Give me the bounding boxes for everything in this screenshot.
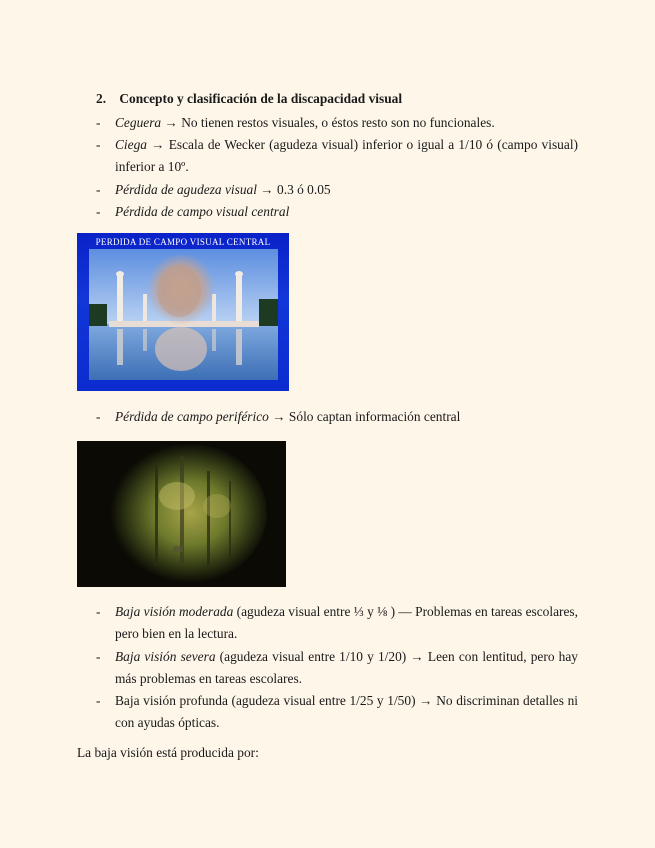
item-label: Pérdida de agudeza visual: [115, 182, 257, 197]
item-label: Ceguera: [115, 115, 162, 130]
item-label: Ciega: [115, 137, 147, 152]
list-item: [96, 601, 578, 645]
item-text: → No tienen restos visuales, o éstos resto son no funcionales.: [161, 115, 495, 130]
section-heading: [96, 91, 402, 107]
list-dash: -: [96, 649, 101, 664]
item-label: Baja visión severa: [115, 649, 216, 664]
list-item: [96, 406, 578, 428]
list-dash: -: [96, 115, 101, 130]
list-dash: -: [96, 604, 101, 619]
forest-tunnel-photo: [77, 441, 286, 587]
list-item: [96, 179, 578, 201]
closing-paragraph: La baja visión está producida por:: [77, 745, 259, 760]
list-item: [96, 201, 578, 223]
list-dash: -: [96, 137, 101, 152]
central-vision-loss-image: [77, 233, 289, 391]
section-title: Concepto y clasificación de la discapacidad visual: [119, 91, 403, 106]
item-text: (agudeza visual entre 1/10 y 1/20) → Leen con lentitud, pero hay más problemas en tareas escolares.: [115, 649, 578, 686]
item-text: → 0.3 ó 0.05: [256, 182, 331, 197]
list-dash: -: [96, 204, 101, 219]
item-label: Pérdida de campo visual central: [115, 204, 290, 219]
list-item: [96, 690, 578, 734]
list-item: [96, 112, 578, 134]
taj-mahal-photo: [89, 249, 278, 380]
list-dash: -: [96, 409, 101, 424]
figure-title: PERDIDA DE CAMPO VISUAL CENTRAL: [95, 237, 271, 247]
item-text: Baja visión profunda (agudeza visual entre 1/25 y 1/50) → No discriminan detalles ni con ayudas ópticas.: [115, 693, 578, 730]
peripheral-vision-loss-image: [77, 441, 286, 587]
item-label: Pérdida de campo periférico: [115, 409, 269, 424]
list-item: [96, 646, 578, 690]
item-text: → Sólo captan información central: [268, 409, 461, 424]
list-item: [96, 134, 578, 178]
list-dash: -: [96, 182, 101, 197]
item-text: → Escala de Wecker (agudeza visual) inferior o igual a 1/10 ó (campo visual) inferior a 10º.: [115, 137, 578, 174]
list-dash: -: [96, 693, 101, 708]
item-text: (agudeza visual entre ⅓ y ⅛ ) — Problemas en tareas escolares, pero bien en la lectura.: [115, 604, 578, 641]
section-number: 2.: [96, 91, 107, 106]
item-label: Baja visión moderada: [115, 604, 234, 619]
